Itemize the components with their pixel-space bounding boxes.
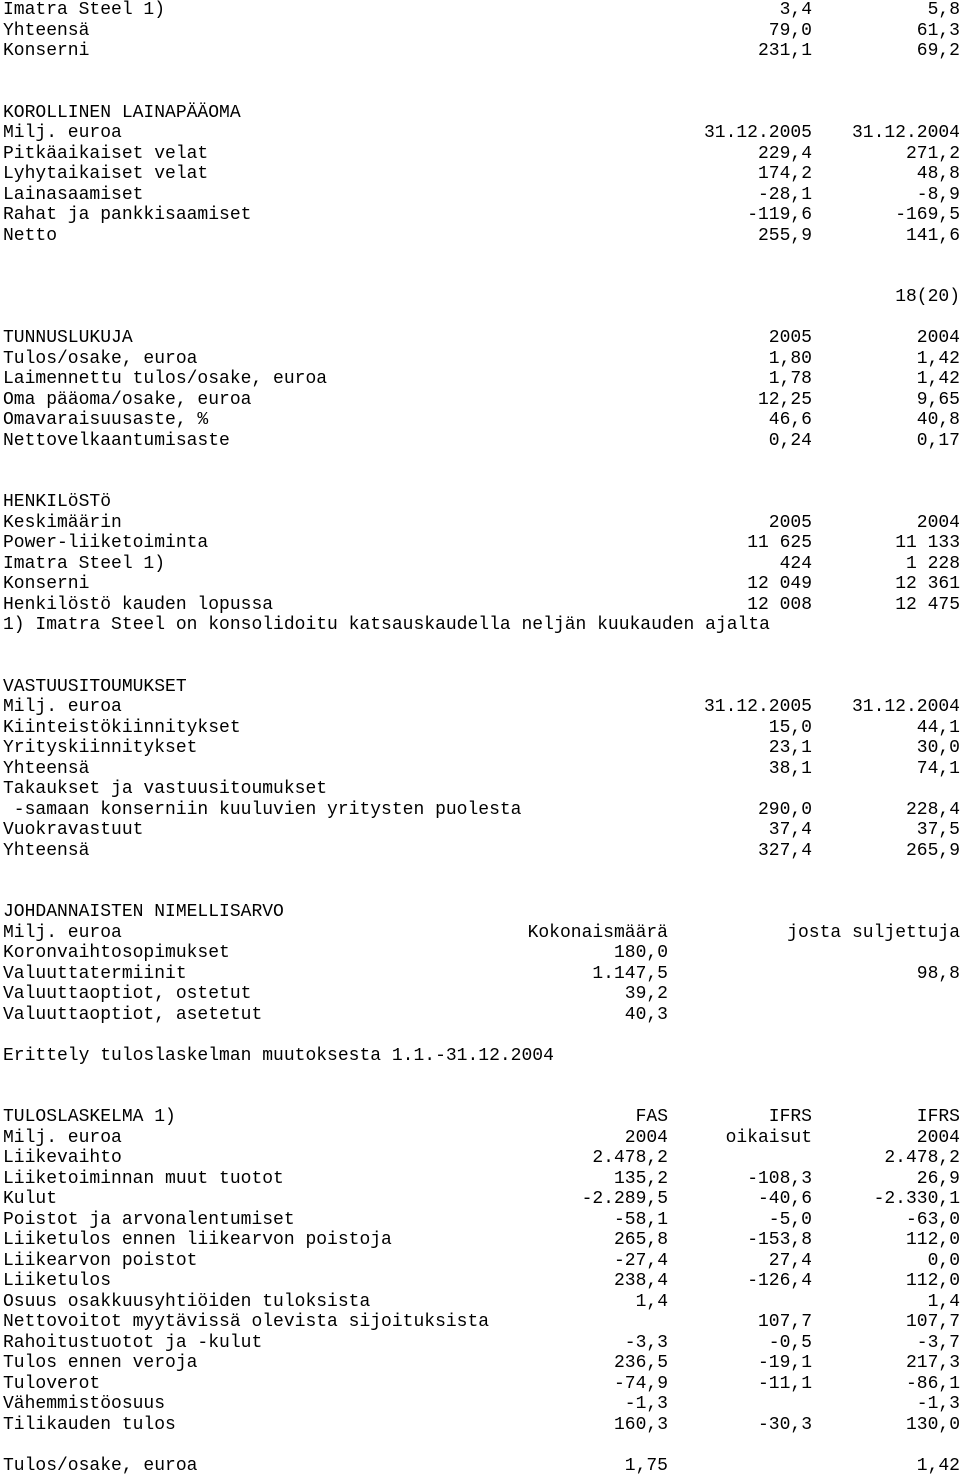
value-adjustment: -30,3 — [758, 1415, 812, 1436]
row-label: Nettovoitot myytävissä olevista sijoituksista — [3, 1312, 489, 1333]
row-label: Vuokravastuut — [3, 820, 143, 841]
table-row — [3, 800, 960, 821]
table-row — [3, 185, 960, 206]
value-2004: 12 475 — [895, 595, 960, 616]
table-row — [3, 1251, 960, 1272]
row-label: Kiinteistökiinnitykset — [3, 718, 241, 739]
row-label: Netto — [3, 226, 57, 247]
value-2005: 38,1 — [769, 759, 812, 780]
value-ifrs: -1,3 — [917, 1394, 960, 1415]
column-header: 31.12.2004 — [852, 697, 960, 718]
value-2004: -169,5 — [895, 205, 960, 226]
value-fas: 160,3 — [614, 1415, 668, 1436]
value-ifrs: -86,1 — [906, 1374, 960, 1395]
row-label: Tilikauden tulos — [3, 1415, 176, 1436]
row-label: Henkilöstö kauden lopussa — [3, 595, 273, 616]
table-row — [3, 369, 960, 390]
value-ifrs: 107,7 — [906, 1312, 960, 1333]
value-2005: 1,78 — [769, 369, 812, 390]
column-header: IFRS — [769, 1107, 812, 1128]
table-row — [3, 431, 960, 452]
row-label: Imatra Steel 1) — [3, 0, 165, 21]
value-ifrs: 1,4 — [928, 1292, 960, 1313]
value-2004: 48,8 — [917, 164, 960, 185]
value-2004: 141,6 — [906, 226, 960, 247]
row-label: Yhteensä — [3, 21, 89, 42]
value-adjustment: -108,3 — [747, 1169, 812, 1190]
row-label: Yhteensä — [3, 841, 89, 862]
table-row — [3, 390, 960, 411]
table-row — [3, 1374, 960, 1395]
value-2004: 30,0 — [917, 738, 960, 759]
row-label: Vähemmistöosuus — [3, 1394, 165, 1415]
table-row — [3, 1292, 960, 1313]
value-2005: 3,4 — [780, 0, 812, 21]
row-label: Tulos/osake, euroa — [3, 1456, 197, 1476]
value-2005: 327,4 — [758, 841, 812, 862]
column-header: oikaisut — [726, 1128, 812, 1149]
row-label: Omavaraisuusaste, % — [3, 410, 208, 431]
table-row — [3, 41, 960, 62]
value-2005: 79,0 — [769, 21, 812, 42]
value-2004: 37,5 — [917, 820, 960, 841]
value-2004: 1 228 — [906, 554, 960, 575]
table-row — [3, 1230, 960, 1251]
value-fas: 236,5 — [614, 1353, 668, 1374]
value-fas: -1,3 — [625, 1394, 668, 1415]
footnote: 1) Imatra Steel on konsolidoitu katsauskaudella neljän kuukauden ajalta — [3, 615, 960, 636]
value-2005: 11 625 — [747, 533, 812, 554]
value-2005: 12 049 — [747, 574, 812, 595]
row-label: Imatra Steel 1) — [3, 554, 165, 575]
value-adjustment: -40,6 — [758, 1189, 812, 1210]
value-2004: 271,2 — [906, 144, 960, 165]
value-2005: 231,1 — [758, 41, 812, 62]
page-number: 18(20) — [3, 287, 960, 308]
value-total: 180,0 — [614, 943, 668, 964]
value-2005: 0,24 — [769, 431, 812, 452]
row-label: Pitkäaikaiset velat — [3, 144, 208, 165]
value-closed: 98,8 — [917, 964, 960, 985]
value-fas: 238,4 — [614, 1271, 668, 1292]
row-label: Rahoitustuotot ja -kulut — [3, 1333, 262, 1354]
value-2005: 255,9 — [758, 226, 812, 247]
value-2004: 9,65 — [917, 390, 960, 411]
value-adjustment: -5,0 — [769, 1210, 812, 1231]
value-fas: -74,9 — [614, 1374, 668, 1395]
row-label: Liikearvon poistot — [3, 1251, 197, 1272]
table-row — [3, 1169, 960, 1190]
value-2005: 174,2 — [758, 164, 812, 185]
income-statement-table — [3, 1107, 960, 1476]
row-label: Tuloverot — [3, 1374, 100, 1395]
row-label: Liiketulos — [3, 1271, 111, 1292]
value-2005: 12 008 — [747, 595, 812, 616]
value-2005: 290,0 — [758, 800, 812, 821]
row-label: Valuuttatermiinit — [3, 964, 187, 985]
column-header: 2005 — [769, 513, 812, 534]
value-ifrs: -3,7 — [917, 1333, 960, 1354]
section-title: VASTUUSITOUMUKSET — [3, 677, 960, 698]
value-2004: 74,1 — [917, 759, 960, 780]
value-2005: 15,0 — [769, 718, 812, 739]
row-label: Oma pääoma/osake, euroa — [3, 390, 251, 411]
value-adjustment: -0,5 — [769, 1333, 812, 1354]
value-ifrs: 112,0 — [906, 1271, 960, 1292]
column-header: 31.12.2005 — [704, 123, 812, 144]
table-row — [3, 759, 960, 780]
table-row — [3, 554, 960, 575]
value-adjustment: -11,1 — [758, 1374, 812, 1395]
row-label: Poistot ja arvonalentumiset — [3, 1210, 295, 1231]
value-ifrs: -63,0 — [906, 1210, 960, 1231]
key-figures-table — [3, 328, 960, 451]
section-title: TUNNUSLUKUJA — [3, 328, 133, 349]
table-row — [3, 21, 960, 42]
net-debt-table — [3, 103, 960, 247]
row-label: Power-liiketoiminta — [3, 533, 208, 554]
row-label: Tulos ennen veroja — [3, 1353, 197, 1374]
table-row — [3, 820, 960, 841]
row-label: Laimennettu tulos/osake, euroa — [3, 369, 327, 390]
value-2005: 229,4 — [758, 144, 812, 165]
table-row — [3, 718, 960, 739]
table-row — [3, 226, 960, 247]
row-label: Lainasaamiset — [3, 185, 143, 206]
column-header: 2005 — [769, 328, 812, 349]
value-2005: 1,80 — [769, 349, 812, 370]
value-fas: 135,2 — [614, 1169, 668, 1190]
value-2004: 0,17 — [917, 431, 960, 452]
column-header: IFRS — [917, 1107, 960, 1128]
table-header — [3, 328, 960, 349]
value-2005: 37,4 — [769, 820, 812, 841]
table-row — [3, 779, 960, 800]
row-label: Lyhytaikaiset velat — [3, 164, 208, 185]
table-row — [3, 574, 960, 595]
column-header: 2004 — [917, 1128, 960, 1149]
value-ifrs: 0,0 — [928, 1251, 960, 1272]
eps-row — [3, 1456, 960, 1476]
value-adjustment: -126,4 — [747, 1271, 812, 1292]
value-fas: -58,1 — [614, 1210, 668, 1231]
value-ifrs: 112,0 — [906, 1230, 960, 1251]
row-label: Nettovelkaantumisaste — [3, 431, 230, 452]
column-header: 2004 — [917, 328, 960, 349]
value-ifrs: -2.330,1 — [874, 1189, 960, 1210]
table-row — [3, 984, 960, 1005]
row-label: Liikevaihto — [3, 1148, 122, 1169]
section-title: TULOSLASKELMA 1) — [3, 1107, 176, 1128]
table-row — [3, 1271, 960, 1292]
table-row — [3, 1353, 960, 1374]
value-ifrs: 130,0 — [906, 1415, 960, 1436]
top-rows-table — [3, 0, 960, 62]
row-label: Yrityskiinnitykset — [3, 738, 197, 759]
table-row — [3, 205, 960, 226]
table-header — [3, 923, 960, 944]
table-row — [3, 349, 960, 370]
header-label: Keskimäärin — [3, 513, 122, 534]
unit-label: Milj. euroa — [3, 697, 122, 718]
table-row — [3, 144, 960, 165]
value-2005: -119,6 — [747, 205, 812, 226]
value-2004: 44,1 — [917, 718, 960, 739]
value-2004: 12 361 — [895, 574, 960, 595]
value-total: 40,3 — [625, 1005, 668, 1026]
value-ifrs: 1,42 — [917, 1456, 960, 1476]
value-ifrs: 26,9 — [917, 1169, 960, 1190]
unit-label: Milj. euroa — [3, 1128, 122, 1149]
unit-label: Milj. euroa — [3, 123, 122, 144]
table-row — [3, 1210, 960, 1231]
table-header — [3, 697, 960, 718]
value-ifrs: 2.478,2 — [884, 1148, 960, 1169]
value-2004: 228,4 — [906, 800, 960, 821]
section-title: HENKILöSTö — [3, 492, 960, 513]
value-2004: 1,42 — [917, 349, 960, 370]
row-label: Rahat ja pankkisaamiset — [3, 205, 251, 226]
row-label: Koronvaihtosopimukset — [3, 943, 230, 964]
value-2004: 265,9 — [906, 841, 960, 862]
value-fas: 1,4 — [636, 1292, 668, 1313]
table-row — [3, 164, 960, 185]
document-page — [3, 0, 960, 1476]
table-row — [3, 0, 960, 21]
value-adjustment: -153,8 — [747, 1230, 812, 1251]
value-2005: 46,6 — [769, 410, 812, 431]
row-label: Yhteensä — [3, 759, 89, 780]
value-total: 1.147,5 — [592, 964, 668, 985]
value-2005: 12,25 — [758, 390, 812, 411]
value-2004: 11 133 — [895, 533, 960, 554]
row-label: Konserni — [3, 574, 89, 595]
table-row — [3, 943, 960, 964]
value-2005: -28,1 — [758, 185, 812, 206]
value-2005: 23,1 — [769, 738, 812, 759]
table-row — [3, 1415, 960, 1436]
table-row — [3, 410, 960, 431]
column-header: josta suljettuja — [787, 923, 960, 944]
value-2004: 69,2 — [917, 41, 960, 62]
value-2004: 61,3 — [917, 21, 960, 42]
value-total: 39,2 — [625, 984, 668, 1005]
value-ifrs: 217,3 — [906, 1353, 960, 1374]
column-header: 2004 — [917, 513, 960, 534]
column-header: 31.12.2005 — [704, 697, 812, 718]
value-fas: 1,75 — [625, 1456, 668, 1476]
value-adjustment: 27,4 — [769, 1251, 812, 1272]
row-label: Liiketoiminnan muut tuotot — [3, 1169, 284, 1190]
value-adjustment: -19,1 — [758, 1353, 812, 1374]
section-title: JOHDANNAISTEN NIMELLISARVO — [3, 902, 960, 923]
value-2004: 5,8 — [928, 0, 960, 21]
row-label: Kulut — [3, 1189, 57, 1210]
table-row — [3, 1148, 960, 1169]
derivatives-table — [3, 902, 960, 1025]
value-2004: 40,8 — [917, 410, 960, 431]
transition-title: Erittely tuloslaskelman muutoksesta 1.1.-31.12.2004 — [3, 1046, 960, 1067]
table-header — [3, 1128, 960, 1149]
row-label: Osuus osakkuusyhtiöiden tuloksista — [3, 1292, 370, 1313]
table-row — [3, 738, 960, 759]
table-row — [3, 841, 960, 862]
column-header: FAS — [636, 1107, 668, 1128]
table-header — [3, 513, 960, 534]
table-row — [3, 1189, 960, 1210]
value-fas: -27,4 — [614, 1251, 668, 1272]
column-header: 31.12.2004 — [852, 123, 960, 144]
table-row — [3, 1333, 960, 1354]
value-2005: 424 — [780, 554, 812, 575]
unit-label: Milj. euroa — [3, 923, 122, 944]
table-row — [3, 964, 960, 985]
table-row — [3, 1394, 960, 1415]
table-row — [3, 595, 960, 616]
value-fas: -3,3 — [625, 1333, 668, 1354]
row-label: Liiketulos ennen liikearvon poistoja — [3, 1230, 392, 1251]
personnel-table — [3, 492, 960, 636]
row-label: -samaan konserniin kuuluvien yritysten puolesta — [3, 800, 521, 821]
table-row — [3, 1312, 960, 1333]
value-adjustment: 107,7 — [758, 1312, 812, 1333]
value-fas: 2.478,2 — [592, 1148, 668, 1169]
column-header: Kokonaismäärä — [528, 923, 668, 944]
row-label: Valuuttaoptiot, ostetut — [3, 984, 251, 1005]
value-fas: 265,8 — [614, 1230, 668, 1251]
table-header — [3, 1107, 960, 1128]
column-header: 2004 — [625, 1128, 668, 1149]
row-label: Valuuttaoptiot, asetetut — [3, 1005, 262, 1026]
row-label: Takaukset ja vastuusitoumukset — [3, 779, 327, 800]
value-2004: 1,42 — [917, 369, 960, 390]
section-title: KOROLLINEN LAINAPÄÄOMA — [3, 103, 960, 124]
row-label: Konserni — [3, 41, 89, 62]
table-header — [3, 123, 960, 144]
value-fas: -2.289,5 — [582, 1189, 668, 1210]
row-label: Tulos/osake, euroa — [3, 349, 197, 370]
commitments-table — [3, 677, 960, 862]
value-2004: -8,9 — [917, 185, 960, 206]
table-row — [3, 1005, 960, 1026]
table-row — [3, 533, 960, 554]
